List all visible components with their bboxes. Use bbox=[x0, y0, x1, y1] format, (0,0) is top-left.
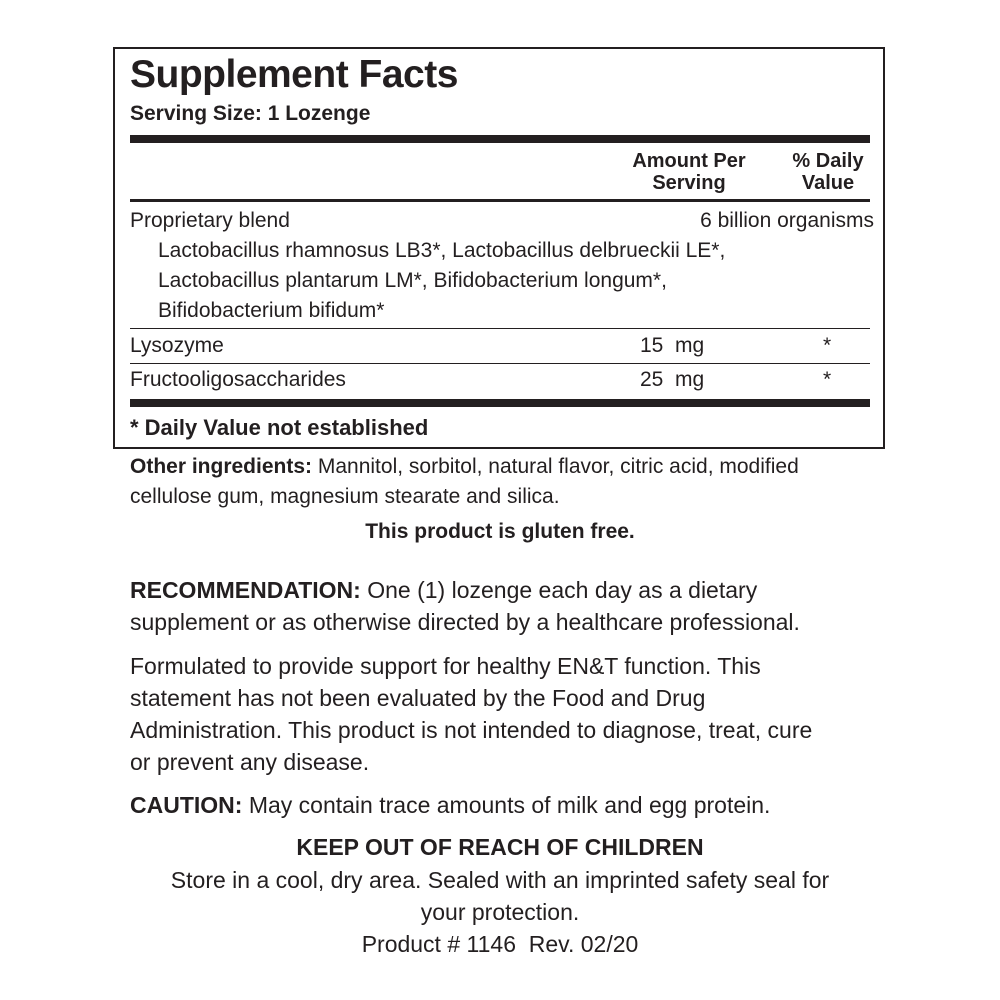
daily-value-footnote: * Daily Value not established bbox=[130, 415, 429, 440]
serving-size: Serving Size: 1 Lozenge bbox=[130, 102, 371, 125]
storage-line-1: Store in a cool, dry area. Sealed with an imprinted safety seal for bbox=[170, 867, 830, 893]
recommendation-text-1: One (1) lozenge each day as a dietary bbox=[360, 577, 758, 603]
other-ingredients-text-1: Mannitol, sorbitol, natural flavor, citric acid, modified bbox=[312, 455, 799, 478]
caution-text: May contain trace amounts of milk and egg protein. bbox=[242, 792, 771, 818]
blend-line-3: Bifidobacterium bifidum* bbox=[158, 299, 385, 322]
bottom-thick-rule bbox=[130, 399, 870, 407]
row-divider-1 bbox=[130, 328, 870, 329]
blend-line-2: Lactobacillus plantarum LM*, Bifidobacterium longum*, bbox=[158, 269, 667, 292]
blend-line-1: Lactobacillus rhamnosus LB3*, Lactobacillus delbrueckii LE*, bbox=[158, 239, 726, 262]
header-rule bbox=[130, 199, 870, 202]
statement-line-1: Formulated to provide support for healthy EN&T function. This bbox=[130, 653, 761, 679]
recommendation-line-1 bbox=[130, 574, 757, 606]
caution-line bbox=[130, 789, 770, 821]
top-thick-rule bbox=[130, 135, 870, 143]
product-info: Product # 1146 Rev. 02/20 bbox=[361, 931, 639, 957]
facts-title: Supplement Facts bbox=[130, 53, 458, 96]
amount-header-line2: Serving bbox=[652, 172, 726, 194]
recommendation-line-2: supplement or as otherwise directed by a healthcare professional. bbox=[130, 609, 800, 635]
recommendation-label: RECOMMENDATION: bbox=[130, 577, 361, 603]
row-fos-amount: 25 mg bbox=[640, 368, 705, 391]
statement-line-4: or prevent any disease. bbox=[130, 749, 370, 775]
caution-label: CAUTION: bbox=[130, 792, 243, 818]
amount-header-line1: Amount Per bbox=[632, 150, 746, 172]
other-ingredients-line-1 bbox=[130, 452, 799, 482]
row-lysozyme-amount: 15 mg bbox=[640, 334, 705, 357]
statement-line-3: Administration. This product is not intended to diagnose, treat, cure bbox=[130, 717, 813, 743]
blend-name: Proprietary blend bbox=[130, 209, 290, 232]
daily-value-header bbox=[782, 150, 874, 194]
row-fos-dv: * bbox=[823, 368, 832, 391]
other-ingredients-line-2: cellulose gum, magnesium stearate and silica. bbox=[130, 485, 560, 508]
row-fos-name: Fructooligosaccharides bbox=[130, 368, 346, 391]
statement-line-2: statement has not been evaluated by the Food and Drug bbox=[130, 685, 706, 711]
dv-header-line2: Value bbox=[801, 172, 855, 194]
keep-out-warning: KEEP OUT OF REACH OF CHILDREN bbox=[296, 834, 704, 860]
other-ingredients-label: Other ingredients: bbox=[130, 455, 313, 478]
storage-line-2: your protection. bbox=[420, 899, 580, 925]
row-lysozyme-dv: * bbox=[823, 334, 832, 357]
dv-header-line1: % Daily bbox=[792, 150, 864, 172]
row-lysozyme-name: Lysozyme bbox=[130, 334, 224, 357]
blend-amount: 6 billion organisms bbox=[700, 209, 874, 232]
row-divider-2 bbox=[130, 363, 870, 364]
gluten-free-statement: This product is gluten free. bbox=[365, 520, 635, 543]
amount-per-serving-header bbox=[618, 150, 760, 194]
